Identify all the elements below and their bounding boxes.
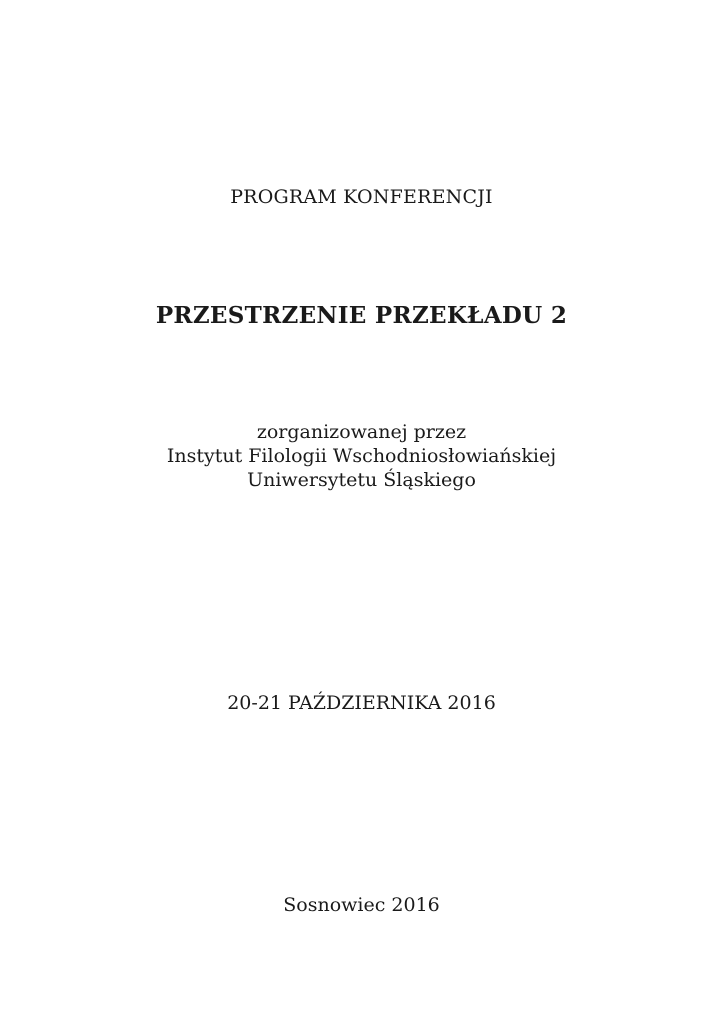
organizer-institute: Instytut Filologii Wschodniosłowiańskiej xyxy=(166,445,557,467)
conference-dates: 20-21 PAŹDZIERNIKA 2016 xyxy=(227,692,496,714)
organizer-university: Uniwersytetu Śląskiego xyxy=(247,469,476,491)
place-and-year: Sosnowiec 2016 xyxy=(283,894,440,916)
program-label: PROGRAM KONFERENCJI xyxy=(230,186,493,208)
organizer-block xyxy=(0,420,723,492)
conference-title: PRZESTRZENIE PRZEKŁADU 2 xyxy=(155,302,568,329)
organizer-intro: zorganizowanej przez xyxy=(256,421,467,443)
